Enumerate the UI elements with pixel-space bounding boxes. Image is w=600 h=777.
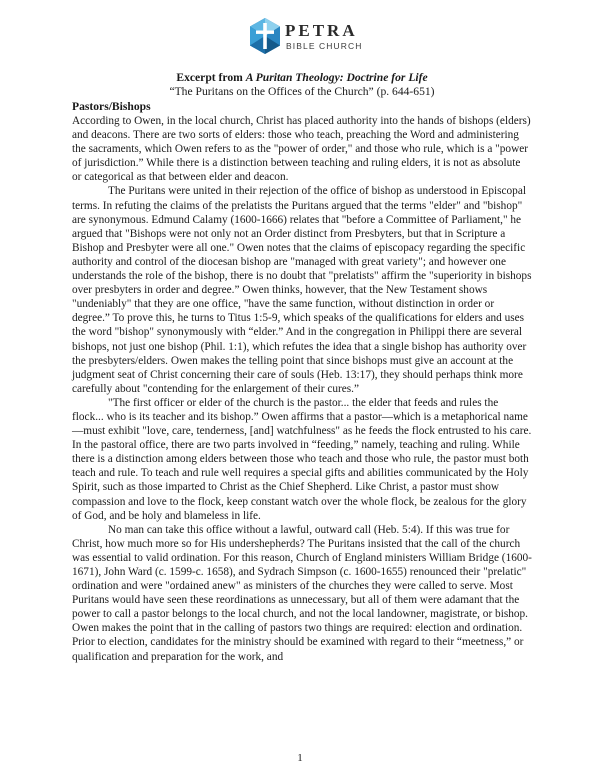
paragraph: The Puritans were united in their rejection of the office of bishop as understood in Episcopal terms. In refuting the claims of the prelatists the Puritans argued that the terms "elder" and "bishop" are synonymous. Edmund Calamy (1600-1666) relates that "before a Committee of Parliament," he argued that "Bishops were not only not an Order distinct from Presbyters, but that in Scripture a Bishop and Presbyter were all one." Owen notes that the claims of episcopacy regarding the specific authority and control of the diocesan bishop are "managed with great variety"; and however one understands the role of the bishop, there is no doubt that "prelatists" affirm the "superiority in bishops over presbyters in order and degree.” Owen thinks, however, that the New Testament shows "undeniably" that they are one office, "have the same function, without distinction in order or degree.” To prove this, he turns to Titus 1:5-9, which speaks of the qualifications for elders and uses the word "bishop" synonymously with “elder.” And in the congregation in Philippi there are several bishops, not just one bishop (Phil. 1:1), which refutes the idea that a single bishop has authority over the presbyters/elders. Owen makes the telling point that since bishops must give an account at the judgment seat of Christ concerning their care of souls (Heb. 13:17), they should perhaps think more carefully about "contending for the enlargement of their cures.” <box>72 185 532 395</box>
logo-title: PETRA <box>285 21 358 40</box>
document-body <box>72 71 532 664</box>
excerpt-prefix: Excerpt from <box>176 71 246 84</box>
section-title: Pastors/Bishops <box>72 100 151 113</box>
hexagon-cross-icon <box>248 17 282 55</box>
page-number: 1 <box>297 752 303 764</box>
paragraph: According to Owen, in the local church, Christ has placed authority into the hands of bishops (elders) and deacons. There are two sorts of elders: those who teach, preaching the Word and administering the sacraments, which Owen refers to as the "power of order," and those who rule, which is a "power of jurisdiction.” While there is a distinction between teaching and ruling elders, it is not as absolute or categorical as that between elder and deacon. <box>72 115 531 184</box>
excerpt-heading <box>72 71 532 85</box>
petra-bible-church-logo <box>248 17 363 57</box>
paragraph: No man can take this office without a lawful, outward call (Heb. 5:4). If this was true for Christ, how much more so for His undershepherds? The Puritans insisted that the call of the church was essential to valid ordination. For this reason, Church of England ministers William Bridge (1600-1671), John Ward (c. 1599-c. 1658), and Sydrach Simpson (c. 1600-1655) renounced their "prelatic" ordination and were "ordained anew" as ministers of the churches they were called to serve. Most Puritans would have seen these reordinations as unnecessary, but all of them were adamant that the power to call a pastor belongs to the local church, and not the local landowner, magistrate, or bishop. Owen makes the point that in the calling of pastors two things are required: election and ordination. Prior to election, candidates for the ministry should be examined with regard to their “meetness,” or qualification and preparation for the work, and <box>72 523 532 663</box>
logo-subtitle: BIBLE CHURCH <box>286 41 363 51</box>
book-title: A Puritan Theology: Doctrine for Life <box>245 71 428 84</box>
paragraph: "The first officer or elder of the church is the pastor... the elder that feeds and rules the flock... who is its teacher and its bishop.” Owen affirms that a pastor—which is a metaphorical name—must exhibit "love, care, tenderness, [and] watchfulness" as he feeds the flock entrusted to his care. In the pastoral office, there are two parts involved in “feeding,” namely, teaching and ruling. While there is a distinction among elders between those who teach and those who rule, the pastor must both teach and rule. To teach and rule well requires a special gifts and abilities communicated by the Holy Spirit, such as those imparted to Christ as the Chief Shepherd. Like Christ, a pastor must show compassion and love to the flock, keep constant watch over the whole flock, be zealous for the glory of God, and be holy and blameless in life. <box>72 396 532 522</box>
chapter-title: “The Puritans on the Offices of the Church” (p. 644-651) <box>169 85 435 98</box>
